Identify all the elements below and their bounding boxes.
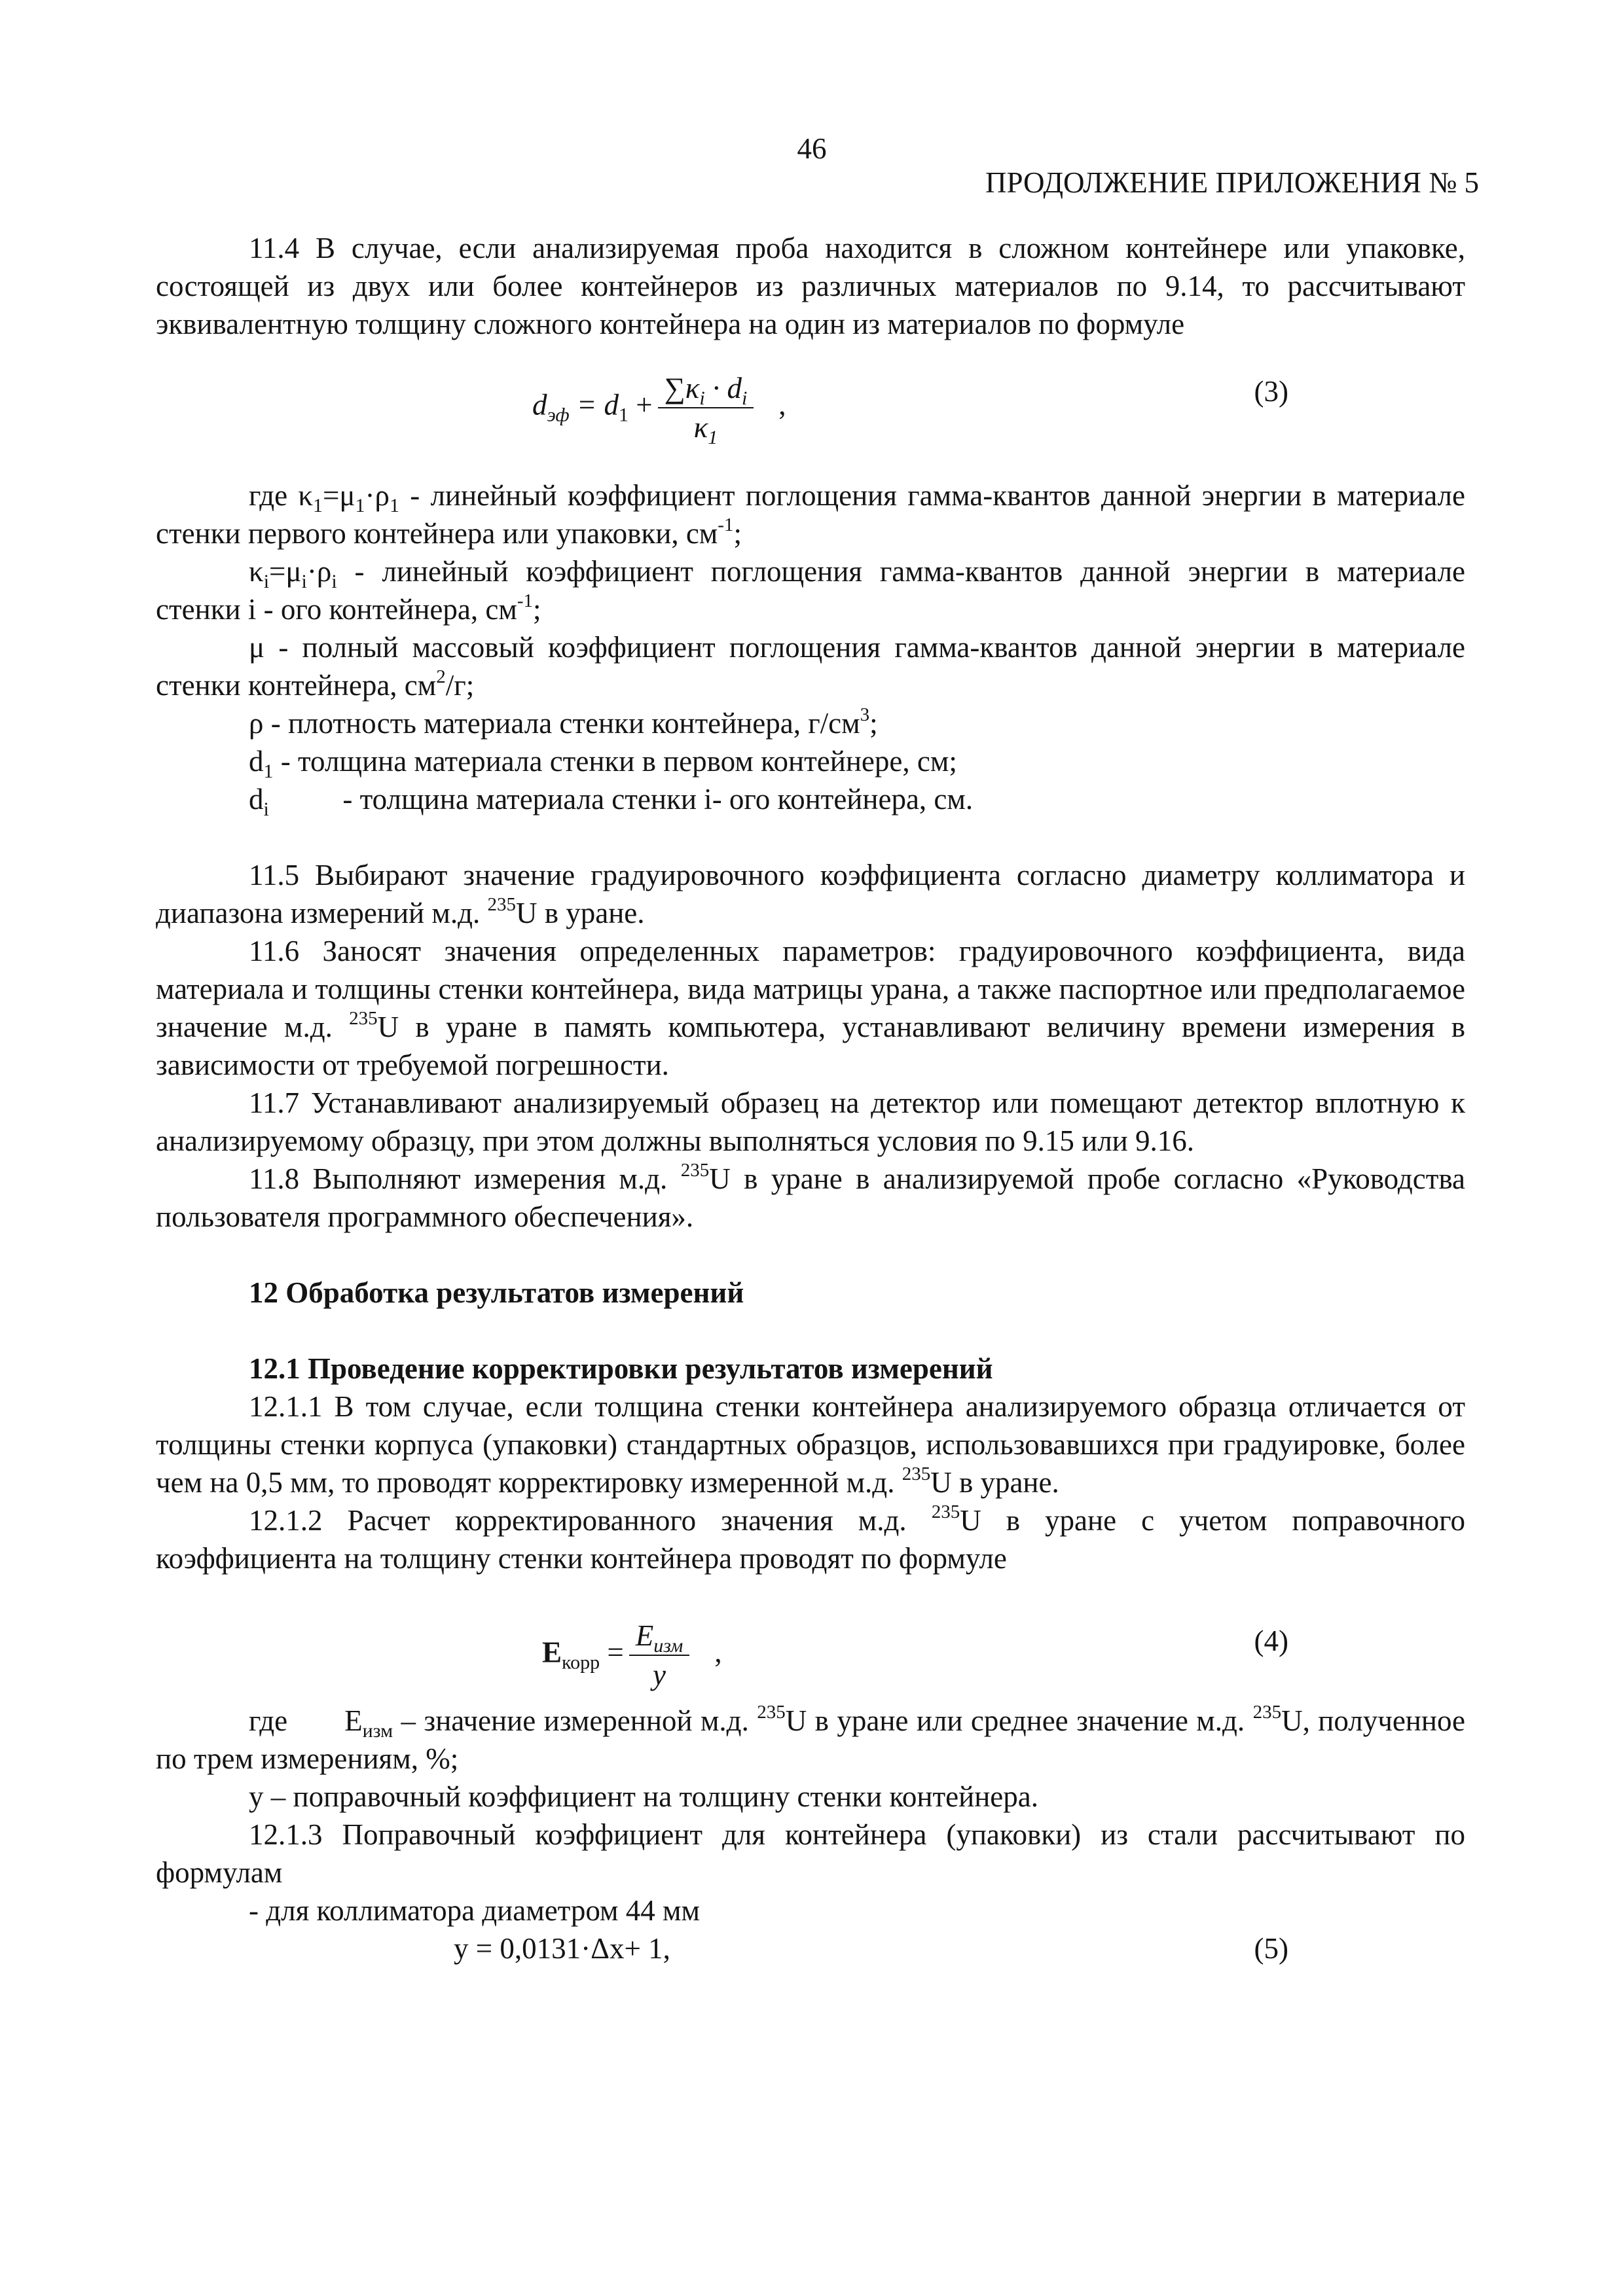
p11-8-text: 11.8 Выполняют измерения м.д. [249,1162,681,1195]
def-ki-mu-sub: i [301,571,307,592]
p11-6-sup: 235 [349,1008,378,1029]
formula-3-sum: ∑κ [664,372,700,404]
section-heading-12: 12 Обработка результатов измерений [249,1276,744,1309]
formula-4-numerator [629,1617,690,1656]
p12-1-2-text: 12.1.2 Расчет корректированного значения м.д. [249,1504,932,1537]
def-ki-mu: =μ [269,555,302,588]
paragraph-11-4: 11.4 В случае, если анализируемая проба находится в сложном контейнере или упаковке, состоящей из двух или более контейнеров из различных материалов по 9.14, то рассчитывают эквивалентную толщину сложного контейнера на один из материалов по формуле [156,232,1465,340]
def-ki-symbol-sub: i [263,571,270,592]
def-di-symbol: d [249,783,264,816]
definition-d1 [156,742,1465,780]
p11-5-sup: 235 [487,894,516,915]
p11-8-sup: 235 [680,1160,710,1181]
def-k1-mu: =μ [323,479,356,512]
p11-8-tail: U в уране в анализируемой пробе согласно «Руководства пользователя программного обеспечения». [156,1162,1465,1233]
p12-1-1-sup: 235 [902,1463,931,1484]
def-ki-end: ; [533,593,541,626]
formula-4-num: E [635,1619,654,1652]
def-rho-text: ρ - плотность материала стенки контейнера, г/см [249,707,860,740]
def-eizm-sup2: 235 [1252,1702,1282,1723]
paragraph-11-6 [156,932,1465,1084]
def-ki-symbol: κ [249,555,264,588]
formula-3-number: (3) [1254,375,1288,408]
section-heading-12-1: 12.1 Проведение корректировки результатов измерений [249,1352,993,1385]
formula-4-lhs: E [542,1636,562,1669]
paragraph-11-8 [156,1160,1465,1236]
definition-y: y – поправочный коэффициент на толщину стенки контейнера. [249,1780,1038,1813]
formula-3-lhs-sub: эф [547,404,570,426]
def-k1-symbol: где κ [249,479,314,512]
definition-ki [156,552,1465,628]
p11-6-text: 11.6 Заносят значения определенных параметров: градуировочного коэффициента, вида материала и толщины стенки контейнера, вида матрицы урана, а также паспортное или предполагаемое значение м.д. [156,935,1465,1043]
def-ki-sup: -1 [517,590,533,611]
def-ki-rho: ·ρ [306,555,332,588]
formula-3-den: κ [693,411,708,444]
definition-rho [156,704,1465,742]
paragraph-12-1-3: 12.1.3 Поправочный коэффициент для контейнера (упаковки) из стали рассчитывают по формулам [156,1818,1465,1889]
def-d1-symbol: d [249,745,264,778]
p11-6-tail: U в уране в память компьютера, устанавливают величину времени измерения в зависимости от требуемой погрешности. [156,1011,1465,1081]
definition-k1 [156,476,1465,552]
def-k1-text: - линейный коэффициент поглощения гамма-квантов данной энергии в материале стенки первого контейнера или упаковки, см [156,479,1465,550]
p11-5-text: 11.5 Выбирают значение градуировочного коэффициента согласно диаметру коллиматора и диапазона измерений м.д. [156,859,1465,929]
p12-1-1-tail: U в уране. [930,1466,1059,1499]
def-rho-end: ; [869,707,878,740]
def-k1-end: ; [733,517,742,550]
formula-5-number: (5) [1254,1932,1288,1965]
def-mu-sup: 2 [436,666,446,687]
formula-3-fraction [658,369,754,446]
def-d1-text: - толщина материала стенки в первом контейнере, см; [273,745,957,778]
collimator-44: - для коллиматора диаметром 44 мм [249,1894,700,1927]
def-k1-rho: ·ρ [365,479,390,512]
def-eizm-text2: U в уране или среднее значение м.д. [785,1704,1253,1737]
formula-3-eq-sub: 1 [619,404,629,426]
formula-3-den-sub: 1 [708,427,718,448]
def-mu-end: /г; [445,669,475,702]
formula-3-tail: , [778,388,786,422]
formula-3-denominator [658,408,754,446]
def-di-text: - толщина материала стенки i- ого контейнера, см. [268,783,974,816]
def-eizm-symbol-sub: изм [362,1720,393,1742]
formula-4-lhs-sub: корр [562,1651,600,1674]
formula-3-numerator [658,369,754,408]
formula-3 [156,343,1465,454]
def-d1-symbol-sub: 1 [263,761,274,782]
document-body [156,229,1473,1969]
def-eizm-symbol: где E [249,1704,363,1737]
formula-4 [156,1577,1465,1702]
def-k1-sup: -1 [718,514,734,535]
paragraph-11-7: 11.7 Устанавливают анализируемый образец на детектор или помещают детектор вплотную к анализируемому образцу, при этом должны выполняться условия по 9.15 или 9.16. [156,1086,1465,1157]
def-rho-sup: 3 [860,704,870,725]
formula-4-fraction [629,1617,690,1694]
paragraph-11-5 [156,856,1465,932]
formula-3-lhs: d [532,388,547,422]
def-ki-rho-sub: i [331,571,337,592]
page-number: 46 [797,132,827,165]
p12-1-2-sup: 235 [931,1501,960,1522]
def-k1-symbol-sub: 1 [313,495,323,516]
paragraph-12-1-2 [156,1501,1465,1577]
p11-5-tail: U в уране. [516,897,645,929]
def-k1-mu-sub: 1 [355,495,365,516]
def-eizm-sup1: 235 [757,1702,786,1723]
formula-4-num-sub: изм [653,1635,684,1657]
def-ki-text: - линейный коэффициент поглощения гамма-квантов данной энергии в материале стенки i - ого контейнера, см [156,555,1465,626]
formula-3-plus: + [629,388,653,422]
appendix-header: ПРОДОЛЖЕНИЕ ПРИЛОЖЕНИЯ № 5 [985,166,1479,199]
formula-3-num-rest-sub: i [741,387,748,409]
formula-5-expression: y = 0,0131·Δx+ 1, [454,1932,670,1965]
def-eizm-text3: U, полученное по трем измерениям, %; [156,1704,1473,1775]
definition-mu [156,628,1465,704]
p12-1-1-text: 12.1.1 В том случае, если толщина стенки контейнера анализируемого образца отличается от толщины стенки корпуса (упаковки) стандартных образцов, использовавшихся при градуировке, более чем на 0,5 мм, то проводят корректировку измеренной м.д. [156,1390,1465,1499]
formula-5 [156,1929,1465,1969]
formula-4-tail: , [714,1636,722,1669]
formula-3-sum-sub: i [699,387,705,409]
definition-eizm [156,1702,1473,1778]
def-mu-text: μ - полный массовый коэффициент поглощения гамма-квантов данной энергии в материале стенки контейнера, см [156,631,1465,702]
def-di-symbol-sub: i [263,798,269,820]
paragraph-12-1-1 [156,1388,1465,1501]
definition-di [156,780,1465,818]
formula-3-num-rest: · d [704,372,742,404]
formula-3-eq: = d [569,388,619,422]
p12-1-2-tail: U в уране с учетом поправочного коэффициента на толщину стенки контейнера проводят по формуле [156,1504,1465,1575]
formula-4-number: (4) [1254,1624,1288,1657]
formula-4-denominator: y [653,1659,666,1691]
def-eizm-text: – значение измеренной м.д. [393,1704,757,1737]
formula-4-eq: = [600,1636,624,1669]
def-k1-rho-sub: 1 [389,495,399,516]
